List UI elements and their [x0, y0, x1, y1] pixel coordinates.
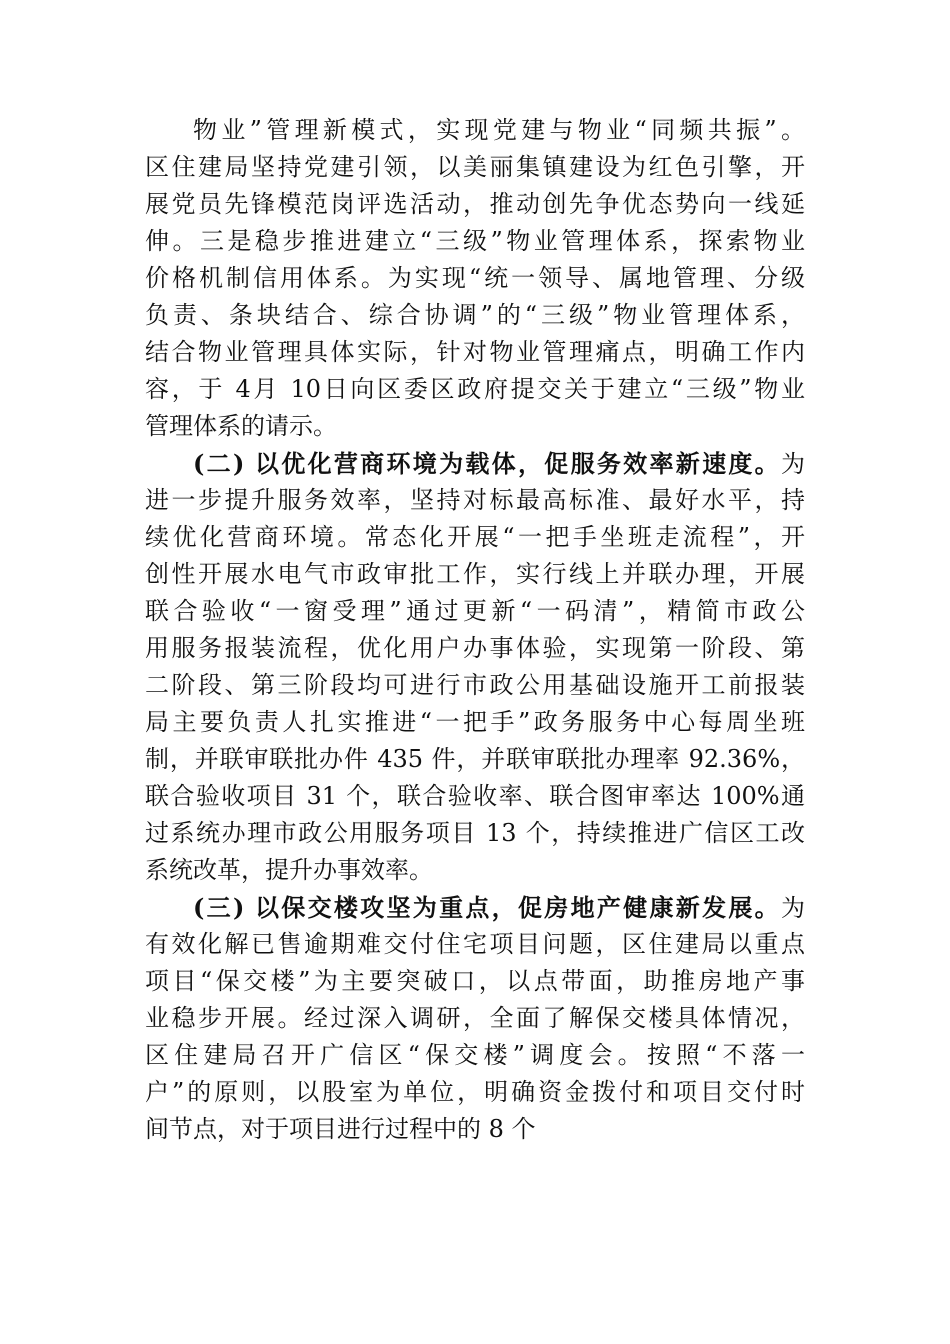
text-line: 局主要负责人扎实推进“一把手”政务服务中心每周坐班 — [145, 708, 805, 736]
section-heading: (二) 以优化营商环境为载体，促服务效率新速度。 — [193, 449, 781, 478]
section-heading-line — [145, 889, 805, 926]
text-line: 联合验收“一窗受理”通过更新“一码清”，精简市政公 — [145, 597, 805, 625]
text-line: 伸。三是稳步推进建立“三级”物业管理体系，探索物业 — [145, 227, 805, 255]
text-line: 结合物业管理具体实际，针对物业管理痛点，明确工作内 — [145, 338, 805, 366]
paragraph-business-environment — [145, 445, 805, 889]
text-line: 用服务报装流程，优化用户办事体验，实现第一阶段、第 — [145, 634, 805, 662]
text-line: 进一步提升服务效率，坚持对标最高标准、最好水平，持 — [145, 486, 805, 514]
heading-continuation: 为 — [781, 894, 805, 922]
text-line: 联合验收项目 31 个，联合验收率、联合图审率达 100%通 — [145, 782, 805, 810]
text-line: 区住建局坚持党建引领，以美丽集镇建设为红色引擎，开 — [145, 153, 805, 181]
section-heading-line — [145, 445, 805, 482]
text-line: 创性开展水电气市政审批工作，实行线上并联办理，开展 — [145, 560, 805, 588]
text-line: 价格机制信用体系。为实现“统一领导、属地管理、分级 — [145, 264, 805, 292]
text-line: 户”的原则，以股室为单位，明确资金拨付和项目交付时 — [145, 1078, 805, 1106]
paragraph-property-management — [145, 112, 805, 445]
text-line: 有效化解已售逾期难交付住宅项目问题，区住建局以重点 — [145, 930, 805, 958]
text-line: 负责、条块结合、综合协调”的“三级”物业管理体系， — [145, 301, 805, 329]
document-page — [145, 112, 805, 1148]
section-heading: (三) 以保交楼攻坚为重点，促房地产健康新发展。 — [193, 893, 781, 922]
text-line: 续优化营商环境。常态化开展“一把手坐班走流程”，开 — [145, 523, 805, 551]
text-line: 二阶段、第三阶段均可进行市政公用基础设施开工前报装 — [145, 671, 805, 699]
text-line: 展党员先锋模范岗评选活动，推动创先争优态势向一线延 — [145, 190, 805, 218]
paragraph-housing-delivery — [145, 889, 805, 1148]
text-line: 过系统办理市政公用服务项目 13 个，持续推进广信区工改 — [145, 819, 805, 847]
text-line: 制，并联审联批办件 435 件，并联审联批办理率 92.36%， — [145, 745, 805, 773]
text-line: 业稳步开展。经过深入调研，全面了解保交楼具体情况， — [145, 1004, 805, 1032]
text-line: 物业”管理新模式，实现党建与物业“同频共振”。 — [193, 116, 805, 144]
heading-continuation: 为 — [781, 450, 805, 478]
text-line: 间节点，对于项目进行过程中的 8 个 — [145, 1115, 536, 1143]
text-line: 管理体系的请示。 — [145, 412, 337, 440]
text-line: 区住建局召开广信区“保交楼”调度会。按照“不落一 — [145, 1041, 805, 1069]
text-line: 系统改革，提升办事效率。 — [145, 856, 433, 884]
text-line: 容，于 4月 10日向区委区政府提交关于建立“三级”物业 — [145, 375, 805, 403]
text-line: 项目“保交楼”为主要突破口，以点带面，助推房地产事 — [145, 967, 805, 995]
